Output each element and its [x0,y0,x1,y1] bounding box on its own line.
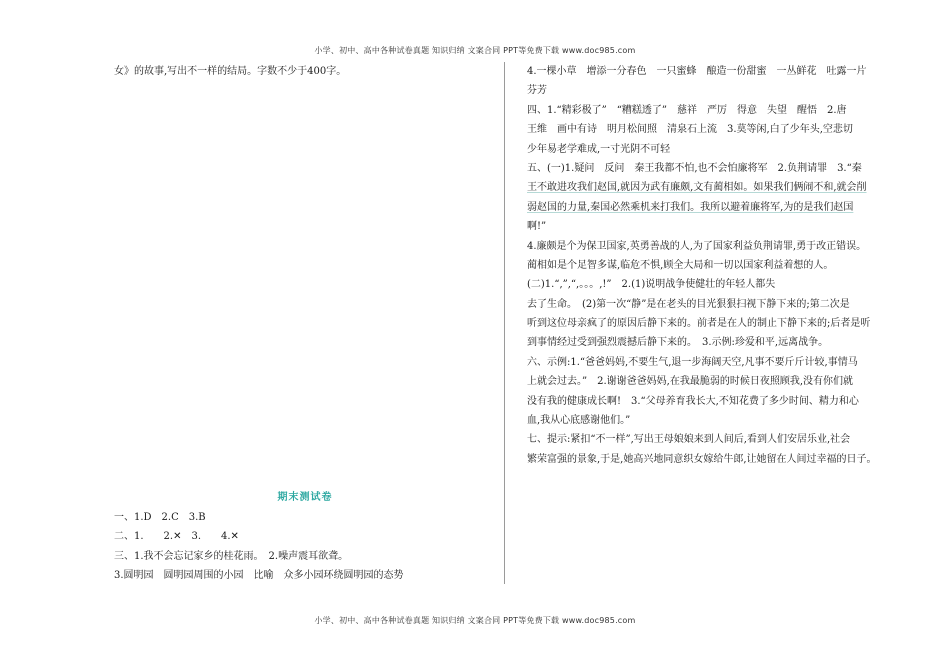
answer-line: 上就会过去。” 2.谢谢爸爸妈妈,在我最脆弱的时候日夜照顾我,没有你们就 [527,376,854,388]
column-divider [504,62,505,584]
answer-line: 芬芳 [527,85,547,97]
answer-line: 听到这位母亲疯了的原因后静下来的。前者是在人的制止下静下来的;后者是听 [527,318,871,330]
text-line: 女》的故事,写出不一样的结局。字数不少于400字。 [114,66,347,77]
answer-line: 五、(一)1.疑问 反问 秦王我都不怕,也不会怕廉将军 2.负荆请罪 3.“秦 [527,162,862,174]
right-column-answers [527,62,905,469]
answer-line: 去了生命。 (2)第一次“静”是在老头的目光狠狠扫视下静下来的;第二次是 [527,298,850,310]
answer-line: 一、1.D 2.C 3.B [114,512,206,523]
answer-line: 到事情经过受到强烈震撼后静下来的。 3.示例:珍爱和平,远离战争。 [527,337,829,349]
answer-line: 七、提示:紧扣“不一样”,写出王母娘娘来到人间后,看到人们安居乐业,社会 [527,434,851,446]
answer-line: 啊!” [527,221,547,233]
answer-line: 蔺相如是个足智多谋,临危不惧,顾全大局和一切以国家利益着想的人。 [527,259,834,271]
answer-line: 四、1.“精彩极了” “糟糕透了” 慈祥 严厉 得意 失望 醒悟 2.唐 [527,104,847,116]
page-header-watermark: 小学、初中、高中各种试卷真题 知识归纳 文案合同 PPT等免费下载 www.doc985.com [314,46,636,55]
answer-line: 血,我从心底感谢他们。” [527,415,631,427]
answer-line: 王不敢进攻我们赵国,就因为武有廉颇,文有蔺相如。如果我们俩闹不和,就会削 [527,182,867,194]
answer-line: 没有我的健康成长啊! 3.“父母养育我长大,不知花费了多少时间、精力和心 [527,395,859,407]
answer-line: 三、1.我不会忘记家乡的桂花雨。 2.噪声震耳欲聋。 [114,550,349,562]
page-footer-watermark: 小学、初中、高中各种试卷真题 知识归纳 文案合同 PPT等免费下载 www.doc985.com [314,616,636,625]
answer-line: 3.圆明园 圆明园周围的小园 比喻 众多小园环绕圆明园的态势 [114,570,404,582]
section-title: 期末测试卷 [277,492,333,503]
answer-line: 王维 画中有诗 明月松间照 清泉石上流 3.莫等闲,白了少年头,空悲切 [527,124,853,136]
left-column-answers [114,508,496,586]
answer-line: 二、1. 2.✕ 3. 4.✕ [114,531,239,543]
answer-line: 六、示例:1.“爸爸妈妈,不要生气,退一步海阔天空,凡事不要斤斤计较,事情马 [527,356,858,368]
answer-line: (二)1.“,”,“,。。。,!” 2.(1)说明战争使健壮的年轻人都失 [527,279,776,291]
answer-line: 少年易老学难成,一寸光阴不可轻 [527,143,671,155]
answer-line: 弱赵国的力量,秦国必然乘机来打我们。我所以避着廉将军,为的是我们赵国 [527,201,854,213]
answer-line: 4.一棵小草 增添一分春色 一只蜜蜂 酿造一份甜蜜 一丛鲜花 吐露一片 [527,66,867,77]
left-column-top [114,62,496,81]
answer-line: 4.廉颇是个为保卫国家,英勇善战的人,为了国家利益负荆请罪,勇于改正错误。 [527,240,867,252]
answer-line: 繁荣富强的景象,于是,她高兴地同意织女嫁给牛郎,让她留在人间过幸福的日子。 [527,453,877,465]
